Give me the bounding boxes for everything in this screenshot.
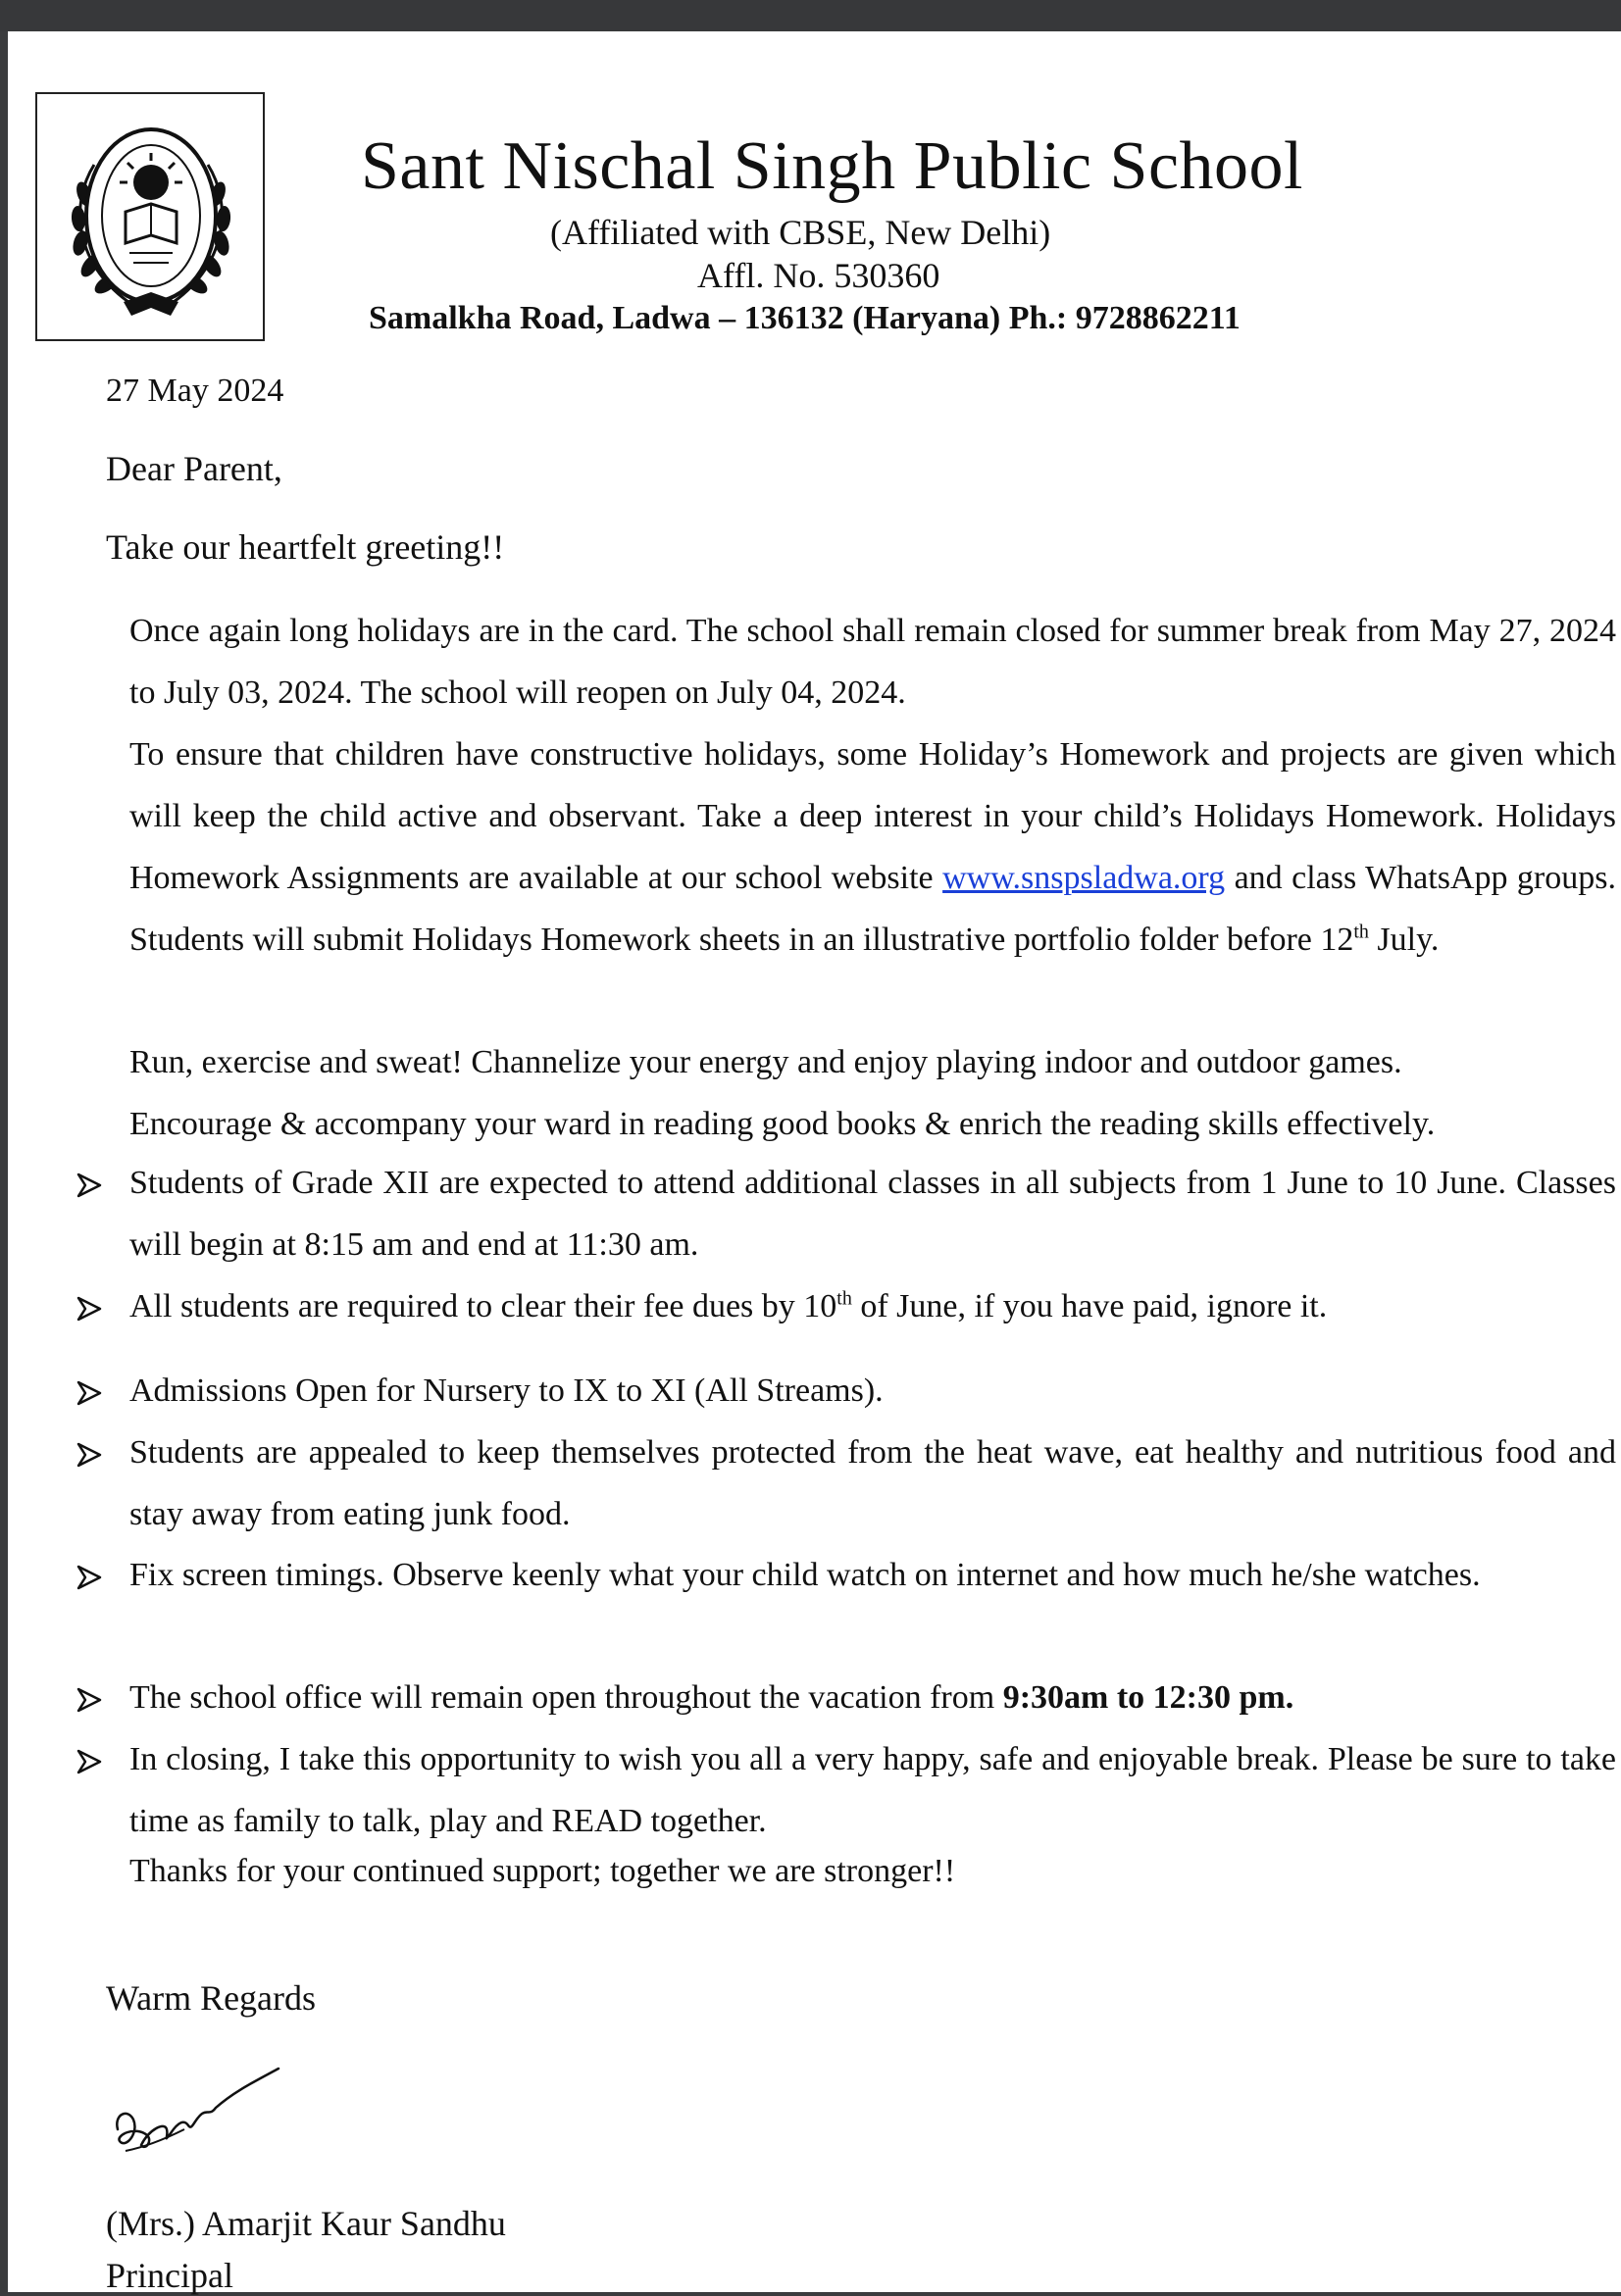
arrow-bullet-icon (76, 1379, 102, 1407)
list-item (129, 1275, 1616, 1337)
affiliation-number: Affl. No. 530360 (697, 256, 940, 295)
arrow-bullet-icon (76, 1441, 102, 1469)
list-item-text: The school office will remain open throughout the vacation from (129, 1679, 1003, 1716)
principal-title: Principal (106, 2256, 233, 2295)
bullet-list (8, 1152, 1621, 1917)
arrow-bullet-icon (76, 1564, 102, 1591)
signature (106, 2061, 282, 2169)
paragraph-reading: Encourage & accompany your ward in reading good books & enrich the reading skills effectively. (129, 1106, 1436, 1142)
arrow-bullet-icon (76, 1295, 102, 1323)
office-hours: 9:30am to 12:30 pm. (1002, 1679, 1294, 1716)
letter-page (8, 31, 1621, 2295)
affiliation-line: (Affiliated with CBSE, New Delhi) (550, 213, 1051, 252)
list-item: Students are appealed to keep themselves protected from the heat wave, eat healthy and nutritious food and stay away from eating junk food. (129, 1434, 1616, 1532)
list-item-text-2: of June, if you have paid, ignore it. (851, 1288, 1328, 1324)
arrow-bullet-icon (76, 1172, 102, 1199)
salutation: Dear Parent, (106, 449, 282, 488)
list-item (129, 1667, 1616, 1728)
school-emblem-icon (55, 106, 247, 327)
regards: Warm Regards (106, 1978, 317, 2018)
paragraph-homework (129, 724, 1616, 971)
paragraph-homework-end: July. (1368, 922, 1440, 958)
ordinal-suffix: th (836, 1287, 852, 1310)
paragraph-homework-text: To ensure that children have constructive holidays, some Holiday’s Homework and projects are given which will keep the child active and observant. Take a deep interest in your child’s Holidays Homework. Holidays Homework Assignments are available at our school website (129, 736, 1616, 896)
paragraph-homework-text-2: and class WhatsApp groups. Students will submit Holidays Homework sheets in an illustrative portfolio folder before 12 (129, 860, 1616, 958)
arrow-bullet-icon (76, 1748, 102, 1775)
viewer-top-bar (0, 0, 1621, 31)
arrow-bullet-icon (76, 1686, 102, 1714)
school-address: Samalkha Road, Ladwa – 136132 (Haryana) Ph.: 9728862211 (369, 300, 1241, 336)
school-logo (35, 92, 265, 341)
list-item: In closing, I take this opportunity to wish you all a very happy, safe and enjoyable break. Please be sure to take time as family to talk, play and READ together. (129, 1741, 1616, 1839)
list-item: Students of Grade XII are expected to attend additional classes in all subjects from 1 June to 10 June. Classes will begin at 8:15 am and end at 11:30 am. (129, 1165, 1616, 1263)
list-item-text: All students are required to clear their fee dues by 10 (129, 1288, 837, 1324)
list-item: Admissions Open for Nursery to IX to XI (All Streams). (129, 1373, 884, 1409)
school-website-link[interactable]: www.snspsladwa.org (942, 860, 1226, 896)
letter-date: 27 May 2024 (106, 373, 284, 409)
ordinal-suffix: th (1353, 921, 1369, 943)
greeting: Take our heartfelt greeting!! (106, 527, 505, 567)
closing-line: Thanks for your continued support; together we are stronger!! (129, 1853, 956, 1889)
paragraph-exercise: Run, exercise and sweat! Channelize your energy and enjoy playing indoor and outdoor games. (129, 1044, 1402, 1080)
school-name: Sant Nischal Singh Public School (361, 128, 1303, 204)
principal-name: (Mrs.) Amarjit Kaur Sandhu (106, 2204, 506, 2243)
list-item: Fix screen timings. Observe keenly what your child watch on internet and how much he/she watches. (129, 1557, 1481, 1593)
paragraph-closure: Once again long holidays are in the card. The school shall remain closed for summer break from May 27, 2024 to July 03, 2024. The school will reopen on July 04, 2024. (129, 613, 1616, 711)
